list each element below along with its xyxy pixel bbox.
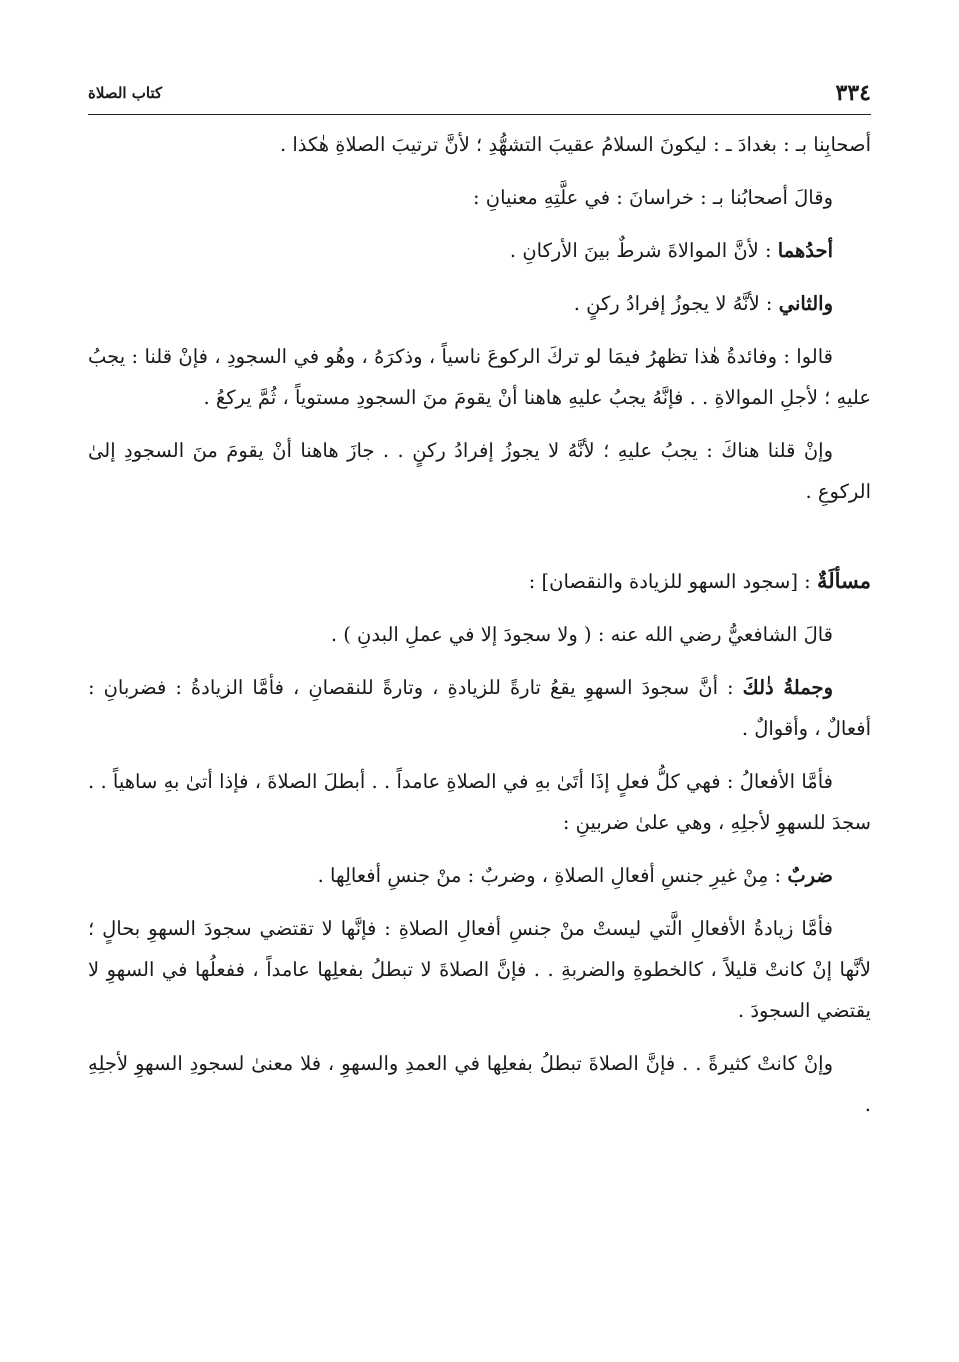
paragraph	[88, 667, 871, 749]
paragraph-lead: وجملةُ ذٰلكَ	[742, 676, 833, 699]
book-page	[88, 0, 871, 1362]
paragraph	[88, 1043, 871, 1125]
paragraph	[88, 761, 871, 843]
paragraph	[88, 283, 871, 324]
paragraph-text: : لأنَّهُ لا يجوزُ إفرادُ ركنٍ .	[573, 292, 773, 315]
page-body	[88, 124, 871, 1137]
paragraph-text: : أنَّ سجودَ السهوِ يقعُ تارةً للزيادةِ ، وتارةً للنقصانِ ، فأمَّا الزيادةُ : فضربانِ : أفعالٌ ، وأقوالٌ .	[88, 676, 871, 740]
paragraph-text: فأمَّا الأفعالُ : فهي كلُّ فعلٍ إذَا أتَىٰ بهِ في الصلاةِ عامداً . . أبطلَ الصلاةَ ، فإذا أتىٰ بهِ ساهياً . . سجدَ للسهوِ لأجلِهِ ، وهي علىٰ ضربينِ :	[88, 770, 871, 834]
paragraph-text: فأمَّا زيادةُ الأفعالِ الَّتي ليستْ منْ جنسِ أفعالِ الصلاةِ : فإنَّها لا تقتضي سجودَ السهوِ بحالٍ ؛ لأنَّها إنْ كانتْ قليلاً ، كالخطوةِ والضربةِ . . فإنَّ الصلاةَ لا تبطلُ بفعلِها عامداً ، ففعلُها في السهوِ لا يقتضي السجودَ .	[88, 917, 871, 1022]
paragraph	[88, 908, 871, 1031]
page-header	[88, 80, 871, 115]
paragraph-lead: والثاني	[778, 292, 833, 315]
paragraph	[88, 430, 871, 512]
section-heading	[88, 560, 871, 602]
paragraph	[88, 336, 871, 418]
paragraph-text: قالوا : وفائدةُ هٰذا تظهرُ فيمَا لو تركَ الركوعَ ناسياً ، وذكرَهُ ، وهُو في السجودِ ، فإنْ قلنا : يجبُ عليهِ ؛ لأجلِ الموالاةِ . . فإنَّهُ يجبُ عليهِ هاهنا أنْ يقومَ منَ السجودِ مستوياً ، ثُمَّ يركعُ .	[88, 345, 871, 409]
paragraph	[88, 230, 871, 271]
paragraph-text: وإنْ قلنا هناكَ : يجبُ عليهِ ؛ لأنَّهُ لا يجوزُ إفرادُ ركنٍ . . جازَ هاهنا أنْ يقومَ منَ السجودِ إلىٰ الركوعِ .	[88, 439, 871, 503]
paragraph-text: وقالَ أصحابُنا بـ : خراسانَ : في علَّتِهِ معنيانِ :	[473, 186, 833, 209]
paragraph-text: أصحابِنا بـ : بغدادَ ـ : ليكونَ السلامُ عقيبَ التشهُّدِ ؛ لأنَّ ترتيبَ الصلاةِ هٰكذا .	[279, 133, 871, 156]
paragraph	[88, 177, 871, 218]
paragraph	[88, 124, 871, 165]
paragraph	[88, 855, 871, 896]
running-title: كتاب الصلاة	[88, 84, 163, 102]
paragraph-lead: أحدُهما	[777, 239, 833, 262]
paragraph-text: قالَ الشافعيُّ رضي الله عنه : ( ولا سجودَ إلا في عملِ البدنِ ) .	[330, 623, 833, 646]
paragraph	[88, 614, 871, 655]
paragraph-text: : مِنْ غيرِ جنسِ أفعالِ الصلاةِ ، وضربٌ : منْ جنسِ أفعالِها .	[317, 864, 782, 887]
masala-title: : [سجود السهو للزيادة والنقصان] :	[528, 570, 811, 593]
page-number: ٣٣٤	[835, 80, 871, 106]
paragraph-text: : لأنَّ الموالاةَ شرطٌ بينَ الأركانِ .	[509, 239, 772, 262]
paragraph-lead: ضربٌ	[787, 864, 833, 887]
paragraph-text: وإنْ كانتْ كثيرةً . . فإنَّ الصلاةَ تبطلُ بفعلِها في العمدِ والسهوِ ، فلا معنىٰ لسجودِ السهوِ لأجلِهِ .	[88, 1052, 871, 1116]
masala-label: مسألَةٌ	[816, 568, 871, 593]
